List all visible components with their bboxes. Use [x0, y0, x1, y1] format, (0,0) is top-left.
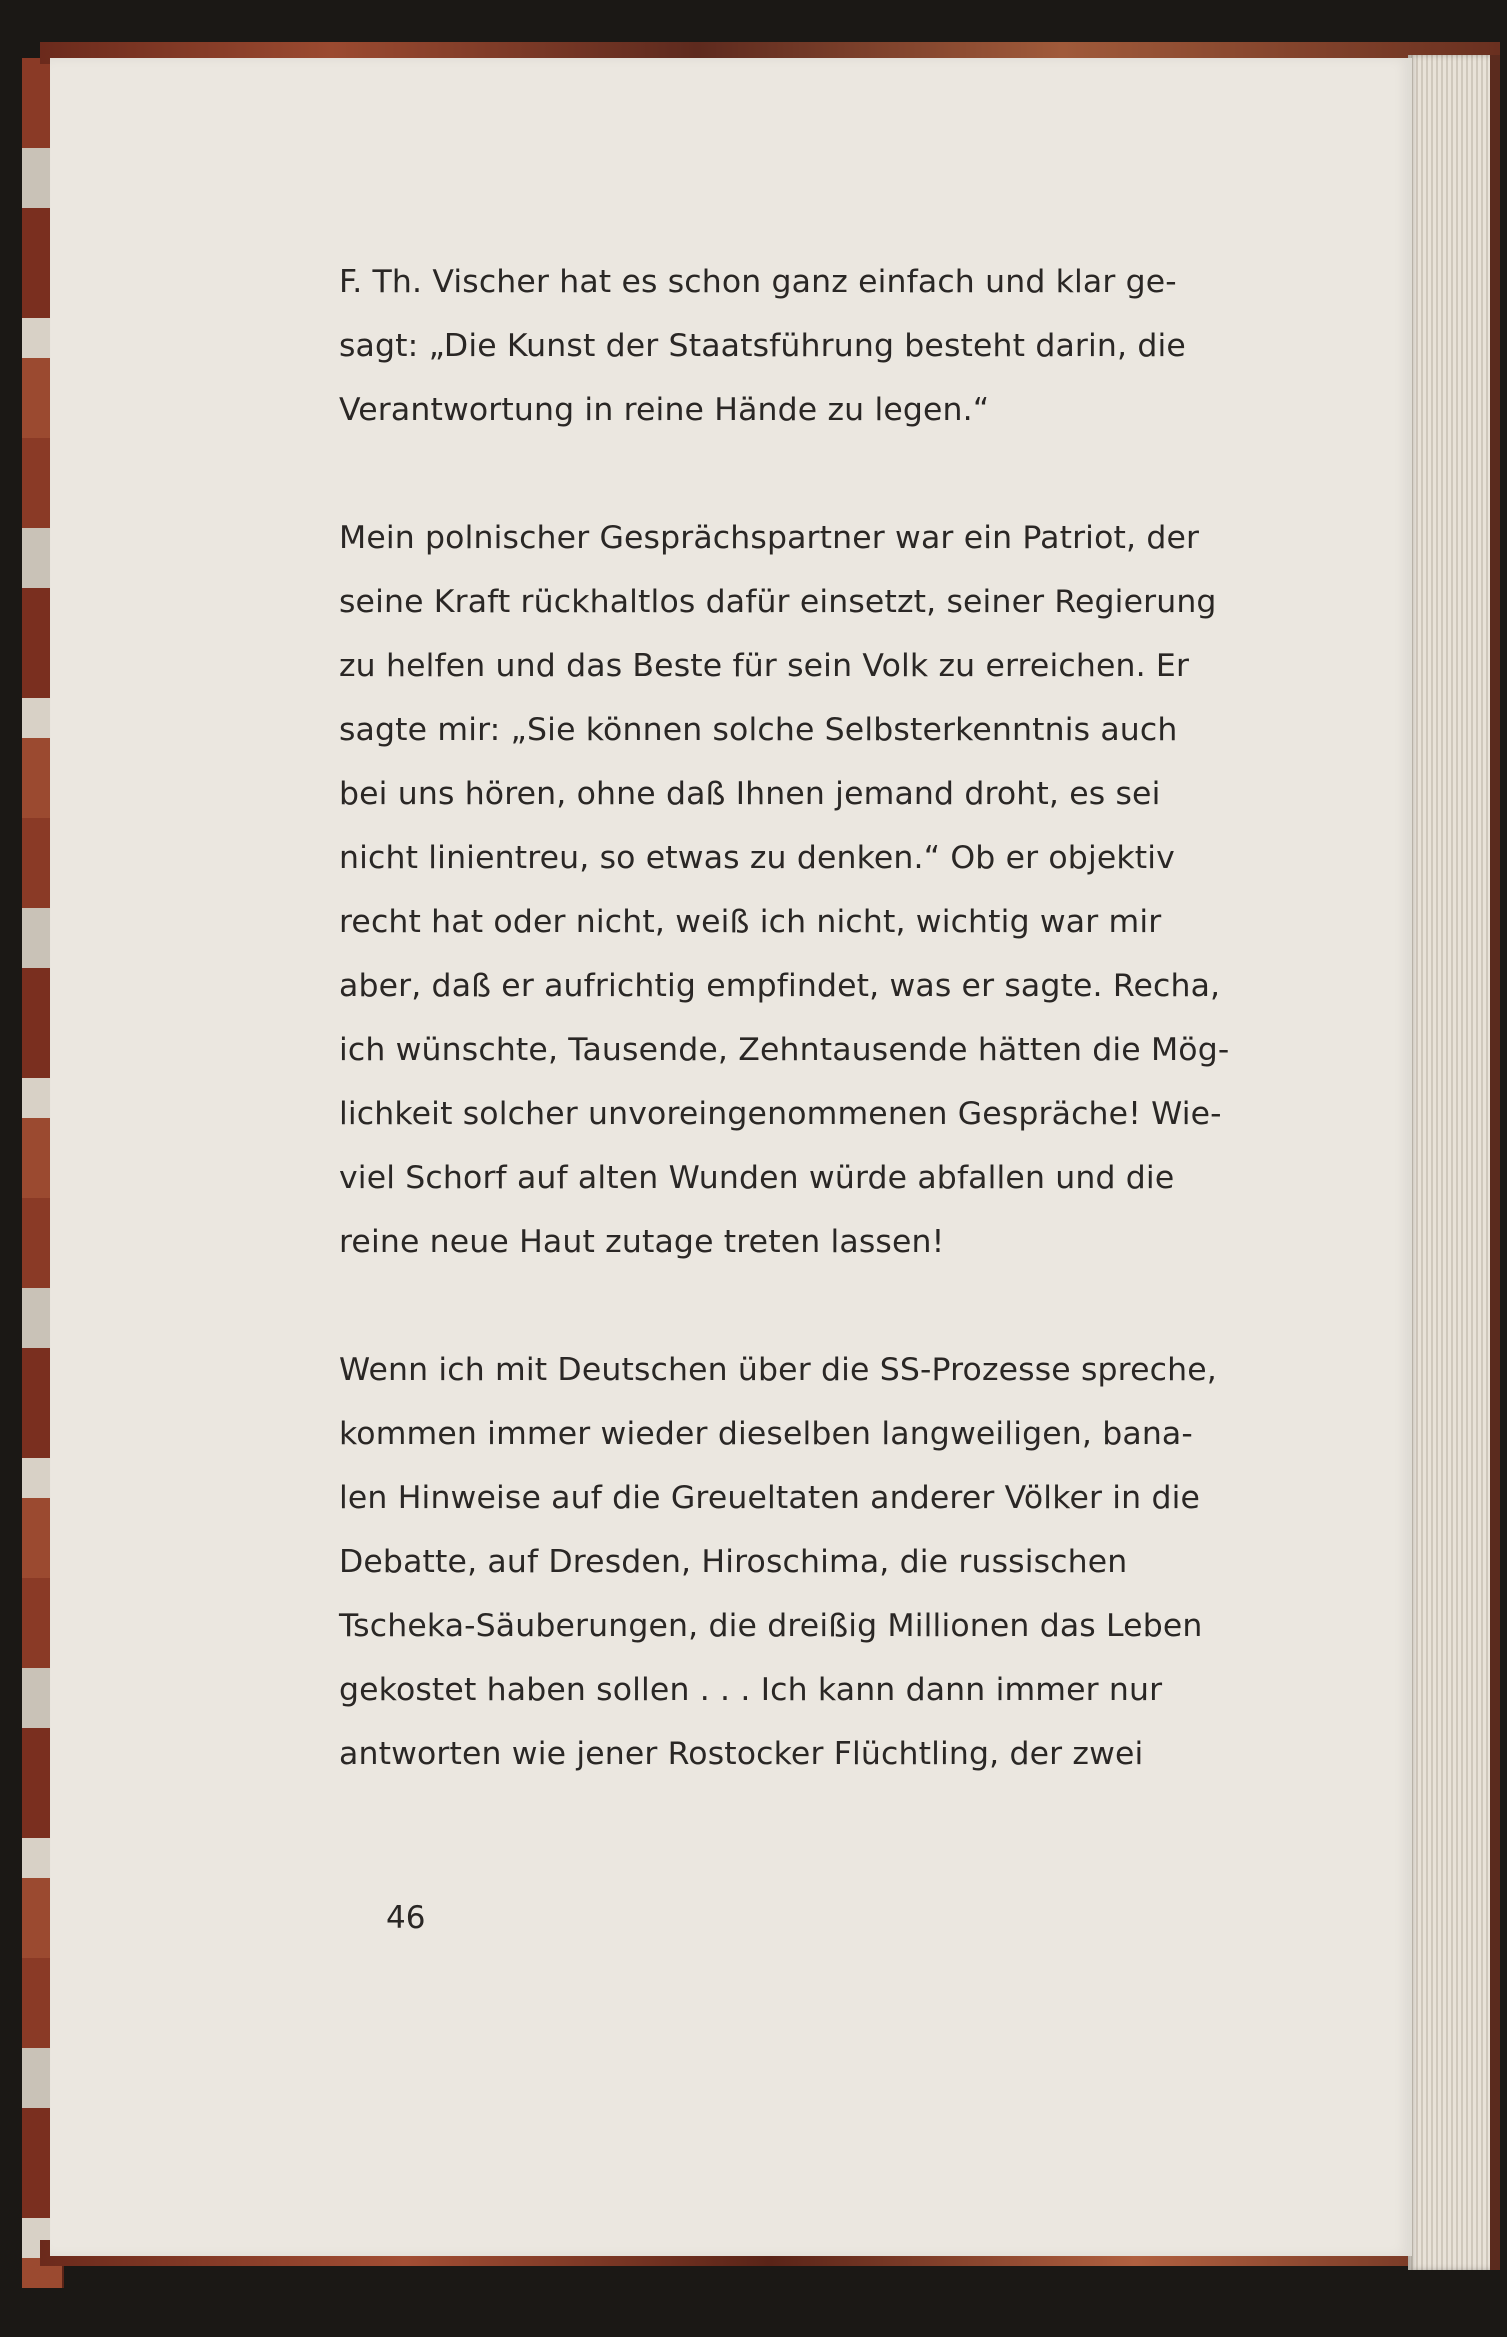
- paragraph-2: [339, 506, 1230, 1274]
- text-line: Debatte, auf Dresden, Hiroschima, die russischen: [339, 1544, 1128, 1580]
- text-line: aber, daß er aufrichtig empfindet, was er sagte. Recha,: [339, 968, 1221, 1004]
- body-text: [339, 250, 1230, 1850]
- text-line: sagt: „Die Kunst der Staatsführung besteht darin, die: [339, 328, 1186, 364]
- paragraph-3: [339, 1338, 1217, 1786]
- text-line: sagte mir: „Sie können solche Selbsterkenntnis auch: [339, 712, 1178, 748]
- text-line: zu helfen und das Beste für sein Volk zu erreichen. Er: [339, 648, 1190, 684]
- text-line: Verantwortung in reine Hände zu legen.“: [339, 392, 990, 428]
- text-line: recht hat oder nicht, weiß ich nicht, wichtig war mir: [339, 904, 1162, 940]
- page-number: 46: [386, 1900, 426, 1936]
- text-line: ich wünschte, Tausende, Zehntausende hätten die Mög-: [339, 1032, 1230, 1068]
- text-line: Wenn ich mit Deutschen über die SS-Prozesse spreche,: [339, 1352, 1217, 1388]
- text-line: seine Kraft rückhaltlos dafür einsetzt, seiner Regierung: [339, 584, 1217, 620]
- text-line: Mein polnischer Gesprächspartner war ein Patriot, der: [339, 520, 1200, 556]
- text-line: F. Th. Vischer hat es schon ganz einfach und klar ge-: [339, 264, 1177, 300]
- text-line: kommen immer wieder dieselben langweiligen, bana-: [339, 1416, 1193, 1452]
- text-line: len Hinweise auf die Greueltaten anderer Völker in die: [339, 1480, 1201, 1516]
- text-line: Tscheka-Säuberungen, die dreißig Millionen das Leben: [339, 1608, 1203, 1644]
- paragraph-1: [339, 250, 1186, 442]
- text-line: gekostet haben sollen . . . Ich kann dann immer nur: [339, 1672, 1163, 1708]
- text-line: reine neue Haut zutage treten lassen!: [339, 1224, 945, 1260]
- text-line: antworten wie jener Rostocker Flüchtling, der zwei: [339, 1736, 1144, 1772]
- text-line: viel Schorf auf alten Wunden würde abfallen und die: [339, 1160, 1175, 1196]
- text-line: nicht linientreu, so etwas zu denken.“ Ob er objektiv: [339, 840, 1175, 876]
- text-line: lichkeit solcher unvoreingenommenen Gespräche! Wie-: [339, 1096, 1222, 1132]
- page-stack-edges: [1408, 55, 1500, 2270]
- text-line: bei uns hören, ohne daß Ihnen jemand droht, es sei: [339, 776, 1161, 812]
